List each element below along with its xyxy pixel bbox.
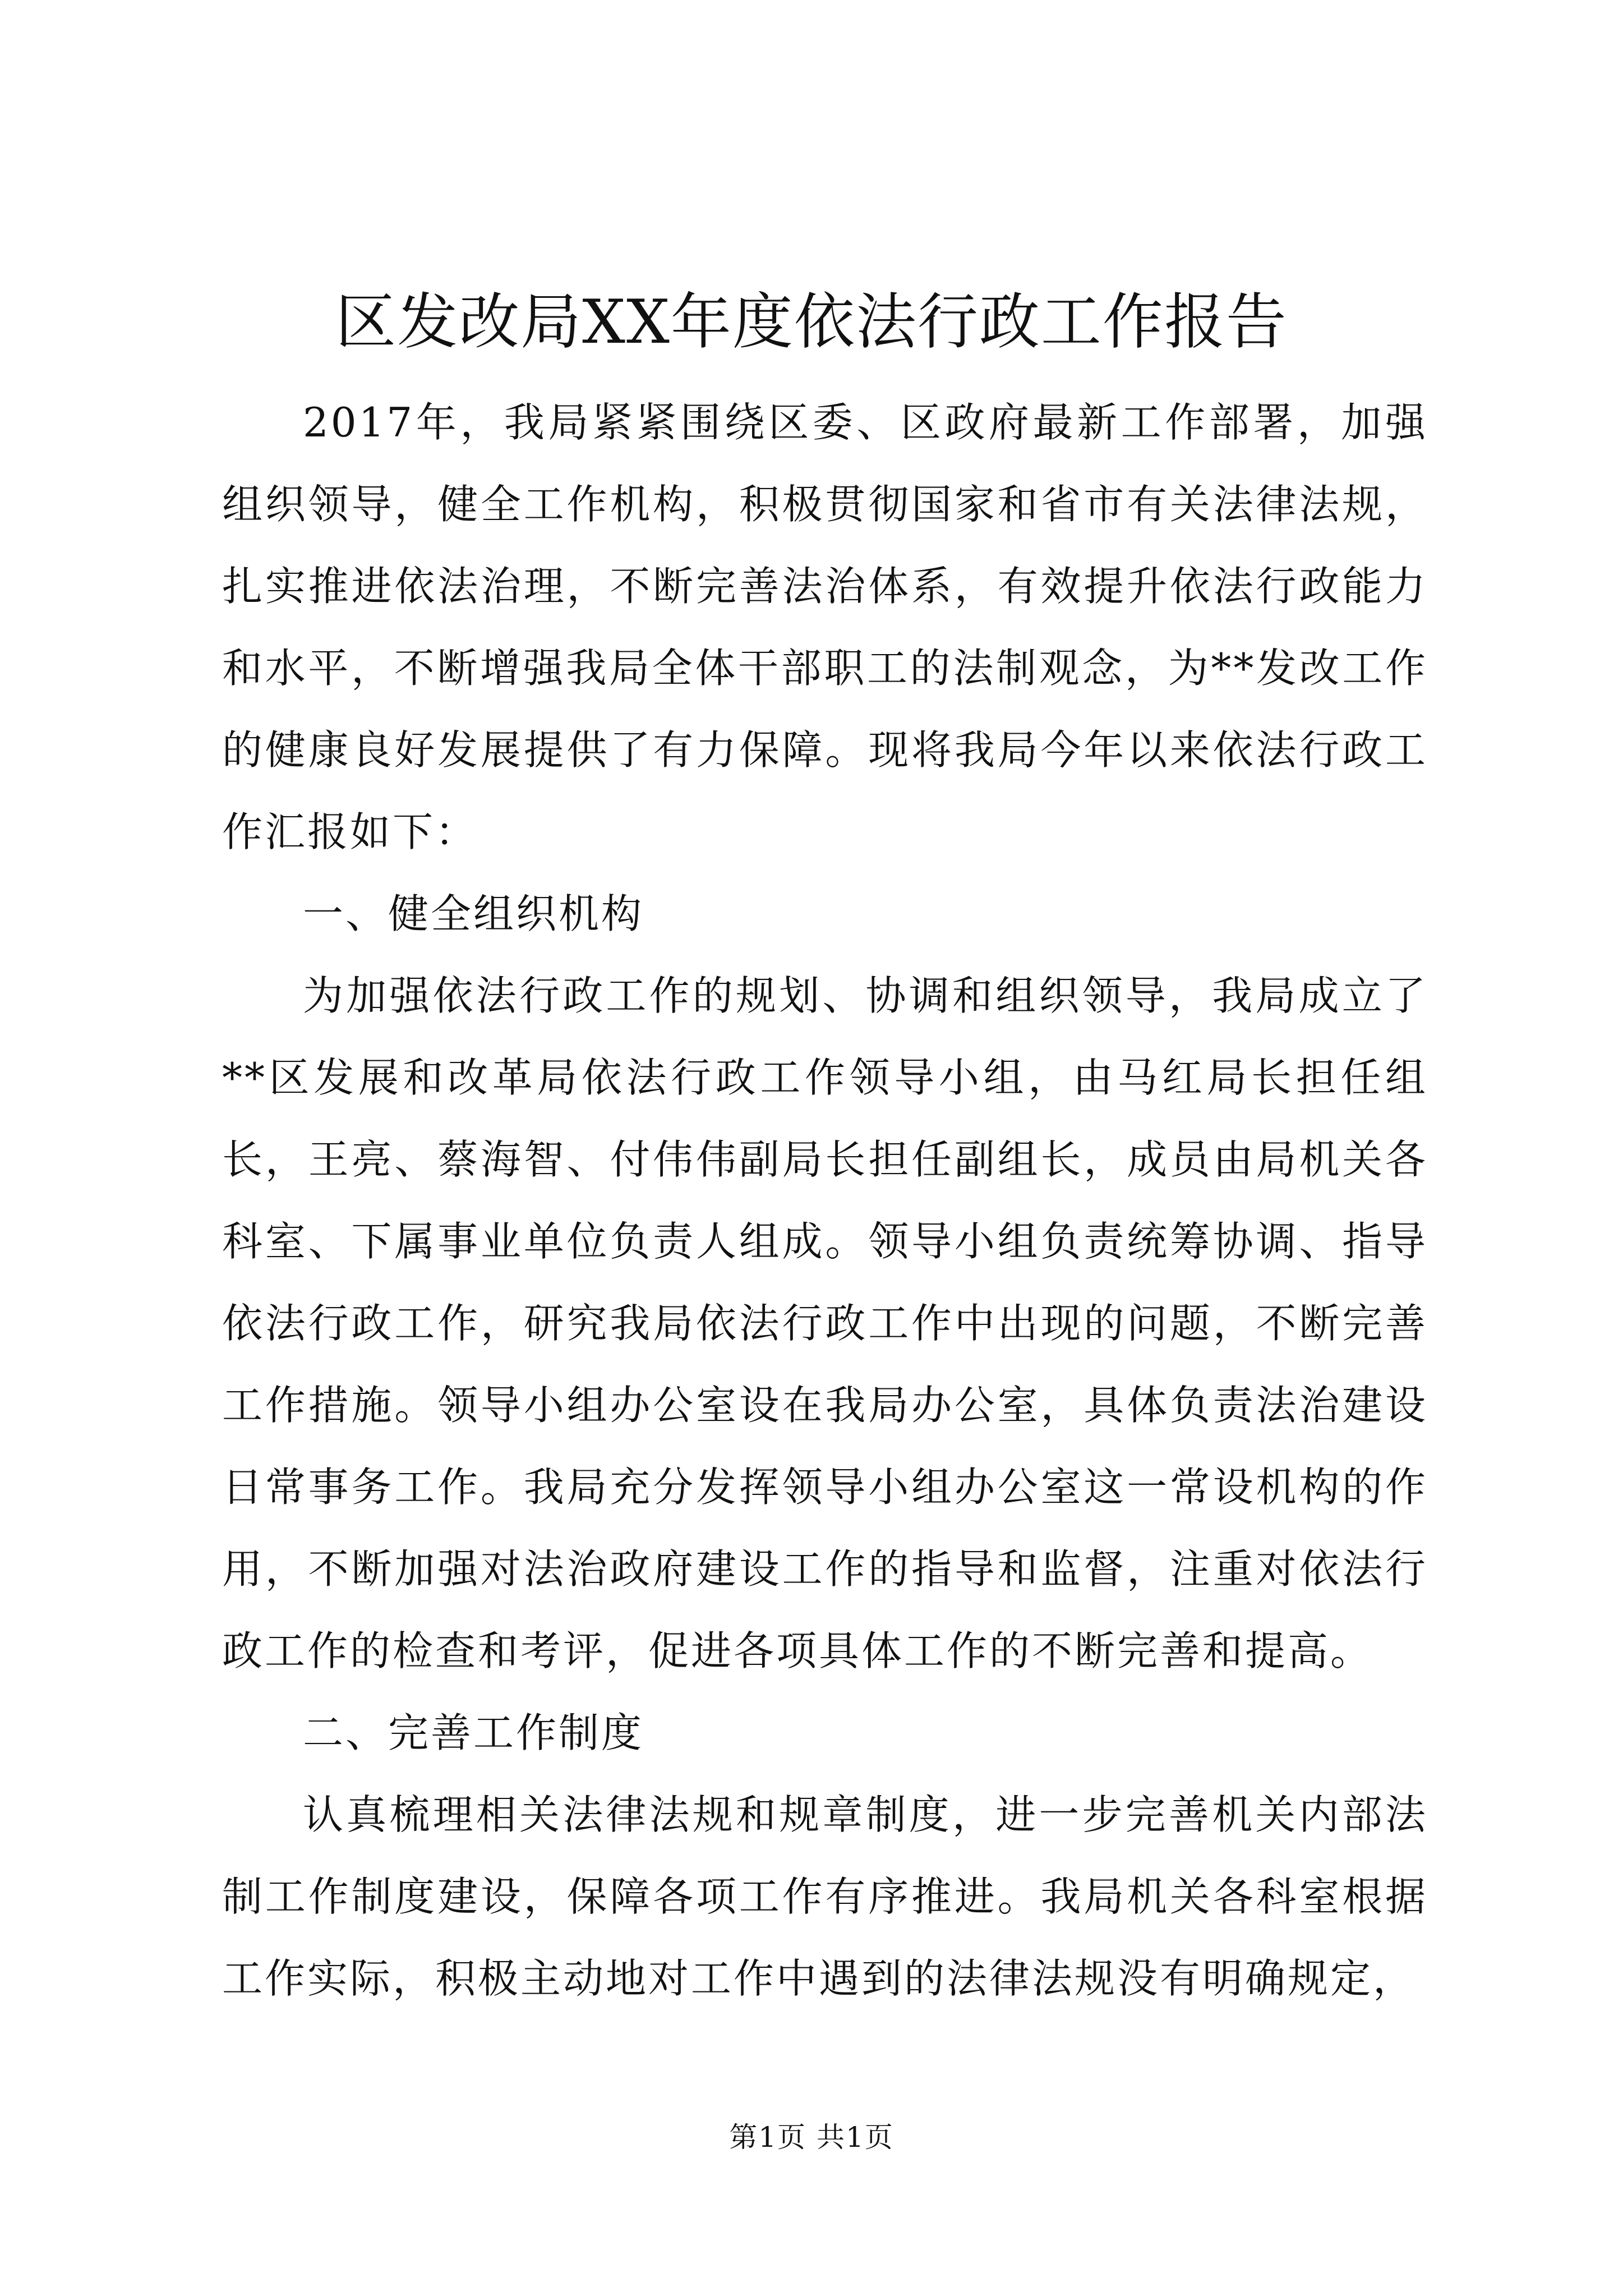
section-heading-1: 一、健全组织机构 bbox=[303, 890, 644, 937]
paragraph-section-1: 为加强依法行政工作的规划、协调和组织领导，我局成立了**区发展和改革局依法行政工作领导小组，由马红局长担任组长，王亮、蔡海智、付伟伟副局长担任副组长，成员由局机关各科室、下属事业单位负责人组成。领导小组负责统筹协调、指导依法行政工作，研究我局依法行政工作中出现的问题，不断完善工作措施。领导小组办公室设在我局办公室，具体负责法治建设日常事务工作。我局充分发挥领导小组办公室这一常设机构的作用，不断加强对法治政府建设工作的指导和监督，注重对依法行政工作的检查和考评，促进各项具体工作的不断完善和提高。 bbox=[222, 972, 1428, 1674]
document-title: 区发改局XX年度依法行政工作报告 bbox=[335, 287, 1288, 357]
page-footer: 第1页 共1页 bbox=[729, 2121, 894, 2154]
section-heading-2: 二、完善工作制度 bbox=[303, 1709, 644, 1756]
paragraph-intro: 2017年，我局紧紧围绕区委、区政府最新工作部署，加强组织领导，健全工作机构，积极贯彻国家和省市有关法律法规，扎实推进依法治理，不断完善法治体系，有效提升依法行政能力和水平，不断增强我局全体干部职工的法制观念，为**发改工作的健康良好发展提供了有力保障。现将我局今年以来依法行政工作汇报如下： bbox=[222, 399, 1428, 855]
document-body bbox=[222, 381, 1428, 2019]
paragraph-section-2: 认真梳理相关法律法规和规章制度，进一步完善机关内部法制工作制度建设，保障各项工作有序推进。我局机关各科室根据工作实际，积极主动地对工作中遇到的法律法规没有明确规定， bbox=[222, 1791, 1428, 2002]
